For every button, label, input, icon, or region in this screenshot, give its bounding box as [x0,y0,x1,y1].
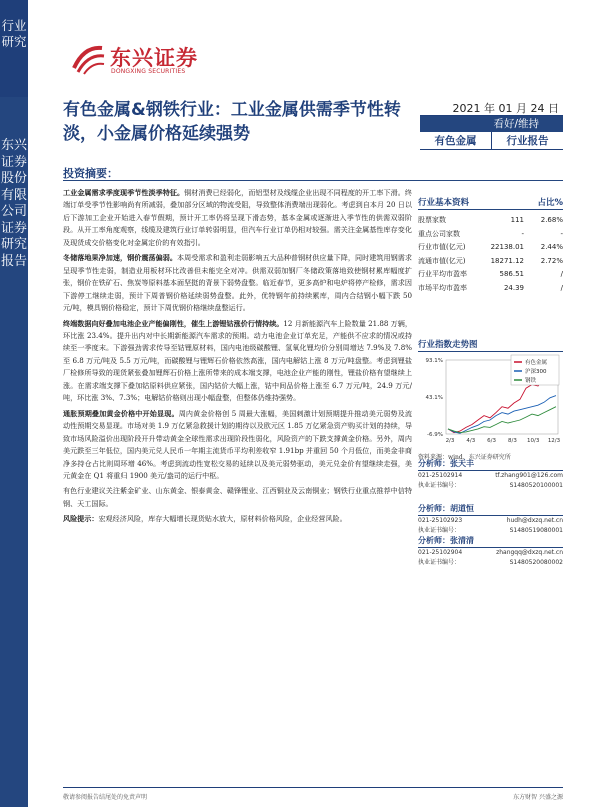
analyst-cert: S1480519080001 [509,527,563,534]
paragraph-lead: 工业金属需求季度现季节性淡季特征。 [63,188,185,197]
analyst-cert-row [418,558,563,568]
row-label: 流通市值(亿元) [418,256,466,265]
tag-report-type: 行业报告 [491,132,563,149]
analyst-role: 分析师： [418,459,450,468]
analyst-name-line [418,535,563,548]
analyst-cert-label: 执业证书编号： [418,527,461,534]
analyst-cert: S1480520100001 [509,482,563,489]
analyst-name-line [418,503,563,516]
x-tick-label: 4/3 [466,438,476,444]
table-row [418,228,563,242]
analyst-email: hudh@dxzq.net.cn [506,517,563,524]
sidebar [0,0,28,807]
x-tick-label: 6/3 [487,438,497,444]
x-tick-label: 2/3 [445,438,455,444]
logo-chinese-name: 东兴证券 [110,46,198,70]
chart-title: 行业指数走势图 [418,338,563,352]
table-row [418,282,563,296]
basic-data-share-col: 占比% [537,198,563,208]
section-heading: 投资摘要： [63,165,563,181]
row-share: 2.44% [540,243,563,251]
row-share: 2.72% [540,256,563,265]
table-row [418,255,563,269]
analyst-phone: 021-25102914 [418,472,463,479]
analyst-role: 分析师： [418,504,450,513]
legend-label: 钢铁 [525,378,537,384]
index-trend-chart [418,352,563,448]
tag-industry: 有色金属 [434,135,477,147]
summary-paragraph [63,187,412,249]
row-share: - [560,229,563,238]
table-row [418,268,563,282]
row-value: 24.39 [503,283,524,292]
analyst-phone: 021-25102904 [418,549,463,556]
paragraph-text: 本周受需求和盈利走弱影响五大品种普钢材供应量下降，同时建筑用钢需求呈现季节性走弱，制造业用板材环比改善但未能完全对冲。供需双弱加钢厂冬储政策落地致使钢材累库幅度扩张，钢价在铁矿石、焦炭等原料基本面坚挺的背景下弱势盘整。临近春节，更多高炉和电炉将停产检修，需求因下游停工继续走弱，预计下周普钢价格延续弱势盘整。此外，优特钢年前持续累库，周内合结钢小幅下跌 50 元/吨，模具钢价格稳定，预计下周优钢价格继续盘整运行。 [63,253,412,313]
row-value: 111 [510,216,524,224]
y-tick-label: 93.1% [425,358,443,364]
paragraph-lead: 终端数据向好叠加电池企业产能偏刚性，催生上游锂钴涨价行情持续。 [63,318,284,328]
y-tick-label: -6.9% [427,432,443,438]
analyst-cert-label: 执业证书编号： [418,559,461,566]
paragraph-text: 12 月新能源汽车上险数量 21.88 万辆，环比涨 23.4%。提升出内对中长期新能源汽车需求的预期。动力电池企业订单充足，产能供不应求的情况或持续至一季度末。下游强劲需求传导至钴锂原材料，国内电池级碳酸锂、氢氧化锂均价分别周增达 7.9%及 7.8%至 6.8 万元/吨及 5.5 万元/吨，而碳酸锂与锂辉石价格依然高涨，国内电解钴上涨 8 万元/吨盘整。考虑到锂盐厂检修所导致的现货紧张叠加锂辉石价格上涨所带来的成本端支撑，电池企业产能的刚性，锂盐价格有望继续上涨。在需求端支撑下叠加钴原料供应紧张，国内钴价大幅上涨，钴中间品价格上涨至 6.7 万元/吨，24.9 万元/吨，环比涨 3%、7.3%；电解钴价格则出现小幅盘整，但整体仍维持强势。 [63,318,412,403]
analyst-cert-label: 执业证书编号： [418,482,461,489]
summary-paragraph [63,252,412,314]
row-value: 586.51 [499,270,524,278]
row-label: 重点公司家数 [418,229,460,238]
paragraph-text: 有色行业建议关注紫金矿业、山东黄金、银泰黄金、赣锋锂业、江西铜业及云南铜业；钢铁行业重点推荐中信特钢、天工国际。 [63,486,412,508]
chart-source: 资料来源：wind、东兴证券研究所 [418,454,511,461]
summary-paragraph [63,318,412,405]
analyst-card [418,535,563,568]
analyst-cert: S1480520080002 [509,559,563,566]
analyst-card [418,458,563,491]
analyst-name-line [418,458,563,471]
logo-english-name: DONGXING SECURITIES [111,68,186,75]
basic-data-panel [418,196,563,295]
analyst-email: tf.zhang901@126.com [495,472,563,479]
rating-badge: 看好/维持 [420,116,563,132]
analyst-name: 胡道恒 [450,504,474,513]
sidebar-vertical-label: 东兴证券股份有限公司证券研究报告 [0,138,27,269]
paragraph-lead: 风险提示： [63,514,99,524]
legend-label: 有色金属 [525,360,548,366]
summary-paragraph [63,485,412,510]
row-value: - [521,229,524,238]
analyst-cert-row [418,481,563,491]
x-tick-label: 12/3 [547,438,561,444]
row-value: 22138.01 [490,243,524,251]
paragraph-lead: 冬储落地果净加速，钢价震荡偏弱。 [63,253,177,263]
page-footer [63,787,563,801]
footer-slogan: 东方财智 兴盛之源 [513,794,563,801]
row-share: 2.68% [540,216,563,224]
report-meta-box [420,100,563,150]
analyst-contact-row [418,548,563,558]
row-share: / [560,283,563,292]
analyst-phone: 021-25102923 [418,517,463,524]
report-tags [420,132,563,150]
report-title: 有色金属&钢铁行业：工业金属供需季节性转淡，小金属价格延续强势 [63,100,401,144]
paragraph-text: 铜材消费已经弱化，而铝型材及线缆企业出现不同程度的开工率下滑。终端订单受季节性影响尚有所减弱，叠加部分区域的物流受阻，导致整体消费端出现弱化。考虑到自本月 20 日以后下游加工企业开始进入春节假期，预计开工率仍将呈现下滑态势，基本金属或逐渐进入季节性的供需双弱阶段。从开工率角度观察，线缆及建筑行业订单转弱明显，但汽车行业订单仍相对较强。需关注金属基性库存变化及现货成交价格变化对金属定价的有效指引。 [63,188,412,247]
paragraph-text: 宏观经济风险，库存大幅增长现货贴水放大，原材料价格风险，企业经营风险。 [98,514,347,524]
summary-body [63,187,412,529]
analyst-name: 张天丰 [450,459,474,468]
paragraph-text: 周内黄金价格创 5 周最大涨幅，美国刺激计划预期提升推动美元弱势及流动性预期交易显现。市场对美 1.9 万亿紧急救援计划的期待以及欧元区 1.85 万亿紧急资产购买计划的持续，导致市场风险溢价出现阶段开升带动黄金全球性需求出现阶段性弱化，风险资产的下跌支撑黄金价格。另外，周内美元跌至三年低位，国内美元兑人民币一年期主流货币平均利差收窄 1.91bp 并重回 50 个月低位，而美金非商净多持仓占比则周环增 46%。考虑到流动性宽松交易的延续以及美元弱势驱动，美元兑金价有望继续走强，美元黄金在 Q1 将重归 1900 美元/盎司的运行中枢。 [63,408,412,480]
x-tick-label: 8/3 [507,438,517,444]
row-label: 行业平均市盈率 [418,270,467,278]
basic-data-header [418,196,563,210]
row-share: / [560,270,563,278]
report-date: 2021 年 01 月 24 日 [420,100,563,116]
analyst-email: zhangqq@dxzq.net.cn [496,549,563,556]
summary-paragraph [63,408,412,483]
summary-paragraph [63,513,412,525]
legend-label: 沪深300 [525,369,547,375]
analyst-card [418,503,563,536]
analyst-contact-row [418,471,563,481]
x-tick-label: 10/3 [527,438,540,444]
footer-disclaimer: 敬请参阅报告结尾处的免责声明 [63,794,148,801]
table-row [418,241,563,255]
y-tick-label: 43.1% [425,395,443,401]
sidebar-top-label: 行业研究 [1,18,27,49]
basic-data-title: 行业基本资料 [418,198,470,208]
analyst-name: 张清清 [450,536,474,545]
index-chart-panel [418,338,563,461]
paragraph-lead: 通胀预期叠加黄金价格中开始显现。 [63,408,179,418]
row-label: 行业市值(亿元) [418,243,466,251]
row-value: 18271.12 [490,256,524,265]
logo-mark-icon [70,42,106,76]
row-label: 市场平均市盈率 [418,283,467,292]
analyst-contact-row [418,516,563,526]
table-row [418,214,563,228]
row-label: 股票家数 [418,216,446,224]
analyst-role: 分析师： [418,536,450,545]
